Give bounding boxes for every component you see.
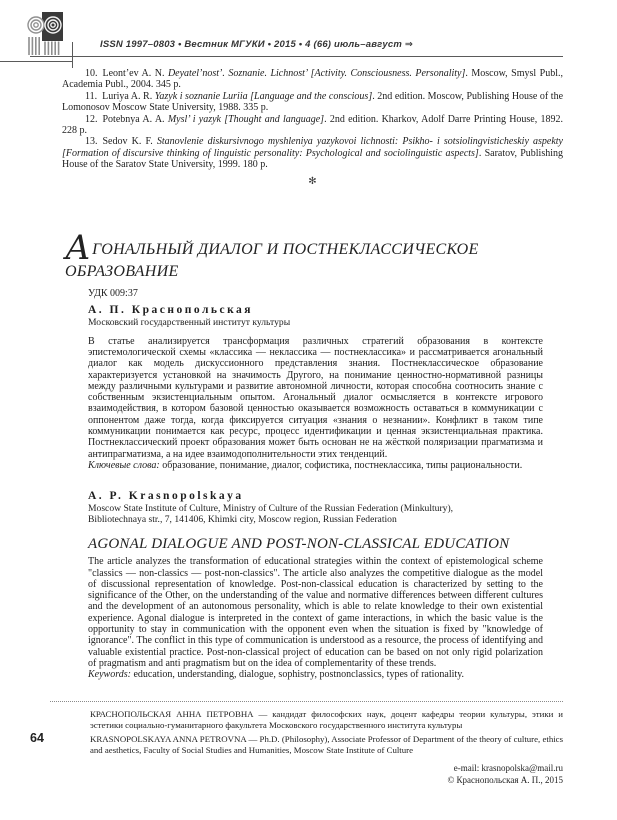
footer-dotted-rule [50,701,563,702]
udc-code: УДК 009:37 [88,287,138,299]
reference-item-10 [62,68,563,91]
keywords-label-ru: Ключевые слова: [88,459,160,471]
abstract-en: The article analyzes the transformation of educational strategies within the context of epistemological scheme "classics — non-classics — post-non-classics". The article also analyzes the competitive dialogue as the model of discussional representation of knowledge. Post-non-classical education is characterized by setting to the significance of the Other, on the understanding of the value and normative differences between different cultures and the development of an autonomous personality, which is able to relate knowledge to their own existential experience. Agonal dialogue is interpreted in the context of game interactions, in which the basic value is the opportunity to stay in communication with the opponent even when the situation is fixed by "knowledge of ignorance". The conflict in this type of communication is understood as a resource, the process of identifying and valuable existential practice. Post-non-classical project of education can be based on not only rigid polarization of pragmatism and anti pragmatism but on the idea of complementarity of these trends. [88,556,543,669]
section-separator-star-icon: ✻ [308,175,317,187]
page-footer [0,701,617,820]
copyright-line: © Краснопольская А. П., 2015 [447,775,563,785]
title-rest: ГОНАЛЬНЫЙ ДИАЛОГ И ПОСТНЕКЛАССИЧЕСКОЕ ОБРАЗОВАНИЕ [65,240,479,280]
reference-tail: . 2nd edition. Kharkov, Adolf Darre Printing House, 1892. 228 p. [62,113,563,137]
header-rule [30,56,563,57]
reference-list [62,68,563,171]
reference-title: Yazyk i soznanie Luriia [Language and the conscious] [154,90,373,102]
keywords-label-en: Keywords: [88,669,131,681]
affiliation-line-2: Bibliotechnaya str., 7, 141406, Khimki city, Moscow region, Russian Federation [88,514,397,526]
keywords-en [88,669,543,680]
reference-tail: . Moscow, Smysl Publ., Academia Publ., 2004. 345 p. [62,68,563,91]
reference-lead: 11. Luriya A. R. [85,90,155,102]
author-bio-en: KRASNOPOLSKAYA ANNA PETROVNA — Ph.D. (Philosophy), Associate Professor of Department of the theory of culture, ethics and aesthetics, Faculty of Social Studies and Humanities, Moscow State Institute of Culture [90,734,563,755]
reference-title: Deyatel’nost’. Soznanie. Lichnost’ [Activity. Consciousness. Personality] [167,68,466,79]
reference-tail: . Saratov, Publishing House of the Saratov State University, 1999. 180 p. [62,147,563,171]
journal-logo-icon [26,12,64,61]
page-number: 64 [30,731,44,745]
reference-lead: 12. Potebnya A. A. [85,113,168,125]
reference-item-12 [62,114,563,137]
author-affiliation-en [88,503,543,525]
reference-title: Mysl’ i yazyk [Thought and language] [167,113,325,125]
reference-lead: 10. Leont’ev A. N. [85,68,168,79]
reference-tail: . 2nd edition. Moscow, Publishing House of the Lomonosov Moscow State University, 1988. 335 p. [62,90,564,114]
reference-title: Stanovlenie diskursivnogo myshleniya yazykovoi lichnosti: Psikho- i sotsiolingvisticheskiy aspekty [Formation of discursive thinking of linguistic personality: Psychological and sociolinguistic aspects] [62,136,563,159]
author-email: e-mail: krasnopolska@mail.ru [453,763,563,773]
keywords-text-en: education, understanding, dialogue, sophistry, postnonclassics, types of rationality. [130,669,465,681]
article-title-en: AGONAL DIALOGUE AND POST-NON-CLASSICAL EDUCATION [88,536,510,553]
affiliation-line-1: Moscow State Institute of Culture, Ministry of Culture of the Russian Federation (Minkultury), [88,503,454,515]
author-affiliation-ru: Московский государственный институт культуры [88,316,291,328]
keywords-ru [88,460,543,471]
reference-lead: 13. Sedov K. F. [85,136,157,148]
author-name-ru: А. П. Краснопольская [88,303,253,316]
reference-item-11 [62,91,563,114]
title-drop-initial: А [65,227,92,268]
article-title-ru [65,227,573,283]
reference-item-13 [62,136,563,170]
abstract-ru: В статье анализируется трансформация различных стратегий образования в контексте эпистемологической схемы «классика — неклассика — постнеклассика» и рассматривается агональный диалог как модель дискуссионного представления знания. Постнеклассическое образование характеризуется установкой на значимость Другого, на понимание ценностно-нормативной разницы между различными культурами и развитие автономной личности, которая способна соотносить знание с собственным экзистенциальным опытом. Агональный диалог осмысляется в контексте игрового взаимодействия, в котором базовой ценностью оказывается возможность оставаться в коммуникации с оппонентом даже тогда, когда фиксируется ситуация «знания о незнании». Конфликт в таком типе коммуникации понимается как ресурс, процесс идентификации и ценная экзистенциальная практика. Постнеклассический проект образования может быть основан не на жёсткой поляризации прагматизма и антипрагматизма, а на идее взаимодополнительности этих тенденций. [88,335,543,460]
keywords-text-ru: образование, понимание, диалог, софистика, постнеклассика, типы рациональности. [159,459,523,471]
author-bio-ru: КРАСНОПОЛЬСКАЯ АННА ПЕТРОВНА — кандидат философских наук, доцент кафедры теории культуры, этики и эстетики социально-гуманитарного факультета Московского государственного института культуры [90,709,563,730]
author-name-en: A. P. Krasnopolskaya [88,490,244,503]
journal-issn-line: ISSN 1997–0803 • Вестник МГУКИ • 2015 • 4 (66) июль–август ⇒ [100,39,414,50]
page-content [0,62,617,680]
